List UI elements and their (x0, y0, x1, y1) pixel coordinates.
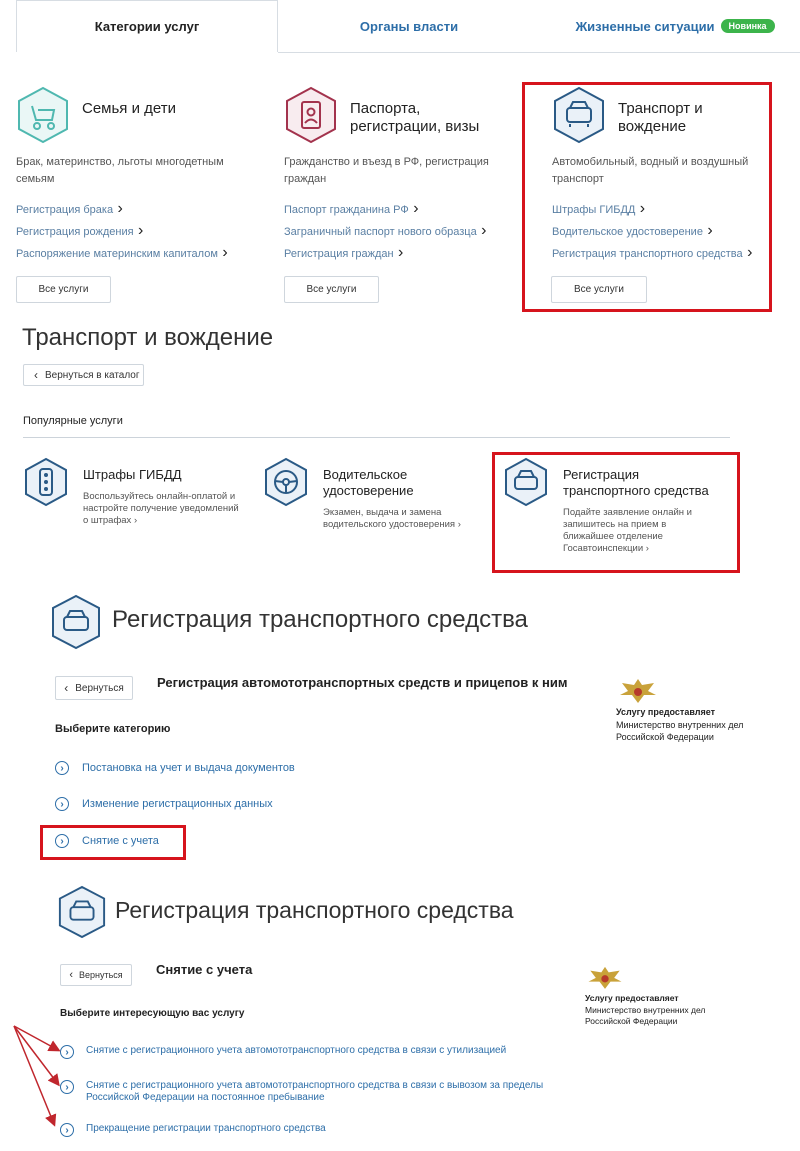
car-icon (57, 885, 107, 939)
category-link[interactable]: Паспорт гражданина РФ (284, 204, 409, 216)
category-link[interactable]: Водительское удостоверение (552, 226, 703, 238)
tab-authorities[interactable] (278, 0, 540, 52)
chevron-left-icon: ‹ (69, 969, 73, 981)
provider-label: Услугу предоставляет (585, 993, 679, 1003)
category-link[interactable]: Регистрация рождения (16, 226, 134, 238)
category-title: Паспорта, регистрации, визы (350, 100, 480, 135)
all-services-button[interactable]: Все услуги (16, 276, 111, 303)
back-button[interactable] (60, 964, 132, 986)
tabs-underline (278, 52, 800, 53)
back-label: Вернуться в каталог (45, 369, 140, 381)
chevron-circle-icon: › (55, 761, 69, 775)
steering-wheel-icon (263, 457, 309, 507)
category-link[interactable]: Регистрация граждан (284, 248, 394, 260)
highlight-registration-service (492, 452, 740, 573)
chevron-circle-icon: › (55, 834, 69, 848)
choose-label: Выберите интересующую вас услугу (60, 1008, 245, 1019)
new-badge: Новинка (721, 19, 775, 33)
provider-name: Министерство внутренних дел Российской Федерации (585, 1005, 706, 1026)
category-item[interactable] (55, 761, 295, 775)
chevron-left-icon: ‹ (34, 368, 38, 382)
category-desc: Автомобильный, водный и воздушный транспорт (552, 156, 749, 185)
category-link[interactable]: Заграничный паспорт нового образца (284, 226, 477, 238)
service-title: Водительское удостоверение (323, 467, 414, 498)
popular-label: Популярные услуги (23, 415, 123, 427)
category-link[interactable]: Штрафы ГИБДД (552, 204, 636, 216)
back-label: Вернуться (79, 970, 123, 980)
emblem-icon (583, 963, 627, 991)
car-icon (50, 594, 102, 650)
passport-icon (284, 86, 338, 144)
back-to-catalog-button[interactable] (23, 364, 144, 386)
all-services-button[interactable]: Все услуги (284, 276, 379, 303)
category-link[interactable]: Регистрация брака (16, 204, 114, 216)
tab-life-situations-label: Жизненные ситуации (575, 18, 715, 34)
service-title: Штрафы ГИБДД (83, 467, 182, 482)
service-item-label: Снятие с регистрационного учета автомототранспортного средства в связи с вывозом за пределы Российской Федерации на постоянное пребывание (86, 1080, 544, 1103)
service-item[interactable] (60, 1045, 506, 1059)
category-title: Транспорт и вождение (618, 100, 703, 135)
category-desc: Гражданство и въезд в РФ, регистрация граждан (284, 156, 489, 185)
category-title: Семья и дети (82, 100, 176, 117)
service-item[interactable] (60, 1080, 560, 1104)
chevron-circle-icon: › (60, 1045, 74, 1059)
all-services-button[interactable]: Все услуги (551, 276, 647, 303)
service-title: Регистрация транспортного средства (563, 467, 709, 498)
provider-name: Министерство внутренних дел Российской Федерации (616, 720, 744, 742)
emblem-icon (614, 675, 662, 705)
annotation-arrows (8, 1020, 78, 1140)
chevron-circle-icon: › (55, 797, 69, 811)
choose-label: Выберите категорию (55, 723, 171, 735)
service-desc: Воспользуйтесь онлайн-оплатой и настройте получение уведомлений о штрафах › (83, 491, 239, 526)
section-title: Регистрация транспортного средства (112, 606, 528, 633)
section-subtitle: Регистрация автомототранспортных средств и прицепов к ним (157, 675, 568, 690)
service-desc: Подайте заявление онлайн и запишитесь на прием в ближайшее отделение Госавтоинспекции › (563, 507, 692, 554)
tab-authorities-label: Органы власти (359, 18, 459, 34)
service-item-label: Снятие с регистрационного учета автомототранспортного средства в связи с утилизацией (86, 1045, 507, 1056)
page-title: Транспорт и вождение (22, 324, 274, 351)
provider-label: Услугу предоставляет (616, 707, 716, 717)
stroller-icon (16, 86, 70, 144)
section-subtitle: Снятие с учета (156, 962, 253, 977)
back-label: Вернуться (75, 682, 124, 694)
chevron-circle-icon: › (60, 1123, 74, 1137)
tab-life-situations[interactable] (560, 0, 790, 52)
category-item[interactable] (55, 797, 273, 811)
category-desc: Брак, материнство, льготы многодетным семьям (16, 156, 224, 185)
service-item[interactable] (60, 1123, 326, 1137)
back-button[interactable] (55, 676, 133, 700)
service-item-label: Прекращение регистрации транспортного средства (86, 1123, 326, 1134)
category-item-label: Изменение регистрационных данных (82, 798, 273, 810)
highlight-deregistration (40, 825, 186, 860)
section-title: Регистрация транспортного средства (115, 897, 514, 923)
category-link[interactable]: Распоряжение материнским капиталом (16, 248, 218, 260)
category-link[interactable]: Регистрация транспортного средства (552, 248, 743, 260)
divider (23, 437, 730, 438)
chevron-circle-icon: › (60, 1080, 74, 1094)
tab-categories[interactable] (16, 0, 278, 52)
category-item-label: Постановка на учет и выдача документов (82, 762, 295, 774)
highlight-transport-card (522, 82, 772, 312)
category-item-label: Снятие с учета (82, 835, 159, 847)
service-desc: Экзамен, выдача и замена водительского удостоверения › (323, 507, 461, 530)
tab-categories-label: Категории услуг (94, 19, 200, 34)
chevron-left-icon: ‹ (64, 681, 69, 695)
traffic-light-icon (23, 457, 69, 507)
